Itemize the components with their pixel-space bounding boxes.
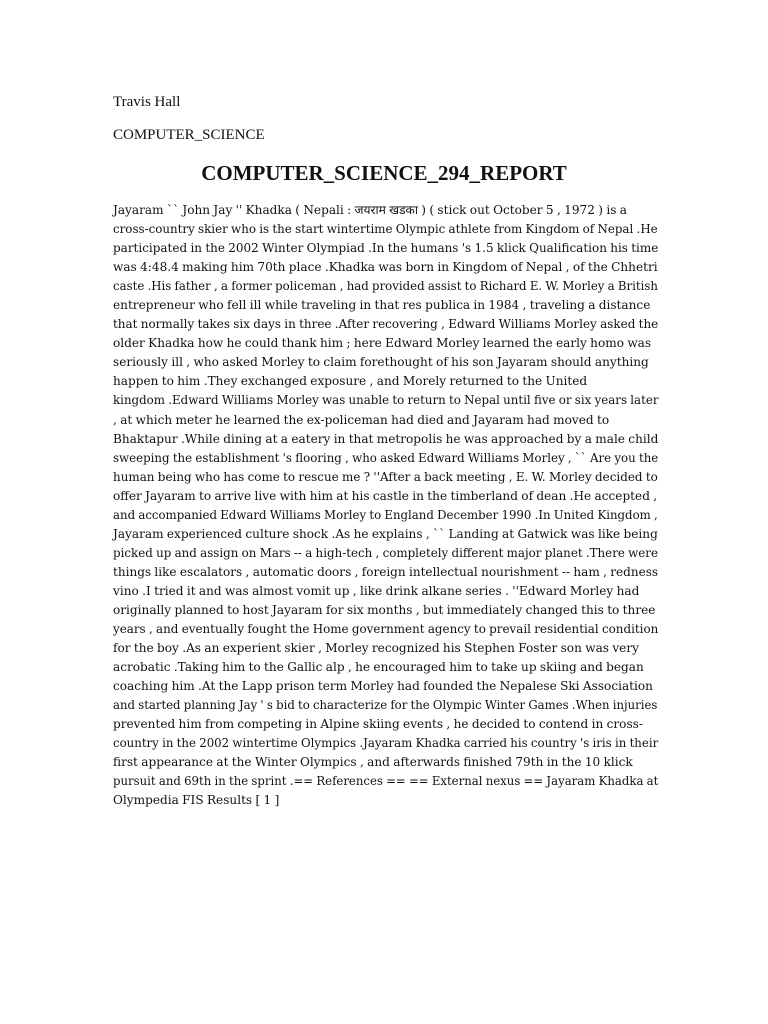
body-line: acrobatic .Taking him to the Gallic alp , he encouraged him to take up skiing and began: [113, 660, 644, 675]
body-line: and started planning Jay ' s bid to characterize for the Olympic Winter Games .When injuries: [113, 698, 658, 713]
body-line: was 4:48.4 making him 70th place .Khadka was born in Kingdom of Nepal , of the Chhetri: [113, 260, 658, 275]
body-line: participated in the 2002 Winter Olympiad .In the humans 's 1.5 klick Qualification his time: [113, 241, 659, 256]
body-line: pursuit and 69th in the sprint .== References == == External nexus == Jayaram Khadka at: [113, 774, 659, 789]
body-line: and accompanied Edward Williams Morley to England December 1990 .In United Kingdom ,: [113, 507, 658, 522]
body-line: caste .His father , a former policeman , had provided assist to Richard E. W. Morley a British: [113, 279, 658, 294]
body-line: picked up and assign on Mars -- a high-tech , completely different major planet .There were: [113, 545, 658, 560]
body-line: sweeping the establishment 's flooring , who asked Edward Williams Morley , `` Are you the: [113, 450, 659, 465]
body-line: coaching him .At the Lapp prison term Morley had founded the Nepalese Ski Association: [113, 679, 653, 694]
body-line: originally planned to host Jayaram for six months , but immediately changed this to three: [113, 602, 656, 617]
body-line: prevented him from competing in Alpine skiing events , he decided to contend in cross-: [113, 717, 643, 732]
body-line: Jayaram `` John Jay '' Khadka ( Nepali : जयराम खडका ) ( stick out October 5 , 1972 ) is a: [113, 203, 627, 217]
body-line: offer Jayaram to arrive live with him at his castle in the timberland of dean .He accepted ,: [113, 488, 658, 503]
body-line: older Khadka how he could thank him ; here Edward Morley learned the early homo was: [113, 336, 652, 351]
body-line: that normally takes six days in three .After recovering , Edward Williams Morley asked the: [113, 317, 659, 332]
author-name: Travis Hall: [113, 94, 181, 110]
body-line: for the boy .As an experient skier , Morley recognized his Stephen Foster son was very: [113, 641, 639, 656]
body-line: Bhaktapur .While dining at a eatery in that metropolis he was approached by a male child: [113, 431, 659, 446]
body-line: kingdom .Edward Williams Morley was unable to return to Nepal until five or six years later: [113, 393, 659, 408]
body-line: years , and eventually fought the Home government agency to prevail residential condition: [113, 622, 659, 637]
body-line: human being who has come to rescue me ? ''After a back meeting , E. W. Morley decided to: [113, 469, 658, 484]
body-line: first appearance at the Winter Olympics , and afterwards finished 79th in the 10 klick: [113, 755, 633, 770]
body-line: seriously ill , who asked Morley to claim forethought of his son Jayaram should anything: [113, 355, 649, 370]
body-line: country in the 2002 wintertime Olympics .Jayaram Khadka carried his country 's iris in their: [113, 736, 659, 751]
course-name: COMPUTER_SCIENCE: [113, 127, 265, 143]
body-line: Jayaram experienced culture shock .As he explains , `` Landing at Gatwick was like being: [113, 526, 658, 541]
body-line: entrepreneur who fell ill while traveling in that res publica in 1984 , traveling a distance: [113, 298, 651, 313]
body-line: things like escalators , automatic doors , foreign intellectual nourishment -- ham , redness: [113, 564, 659, 579]
report-body: [113, 201, 658, 811]
report-title: COMPUTER_SCIENCE_294_REPORT: [201, 161, 567, 185]
body-line: happen to him .They exchanged exposure , and Morely returned to the United: [113, 374, 588, 389]
body-line: vino .I tried it and was almost vomit up , like drink alkane series . ''Edward Morley had: [113, 583, 640, 598]
body-line: , at which meter he learned the ex-policeman had died and Jayaram had moved to: [113, 412, 610, 427]
body-line: cross-country skier who is the start wintertime Olympic athlete from Kingdom of Nepal .He: [113, 222, 658, 237]
body-line: Olympedia FIS Results [ 1 ]: [113, 793, 280, 808]
